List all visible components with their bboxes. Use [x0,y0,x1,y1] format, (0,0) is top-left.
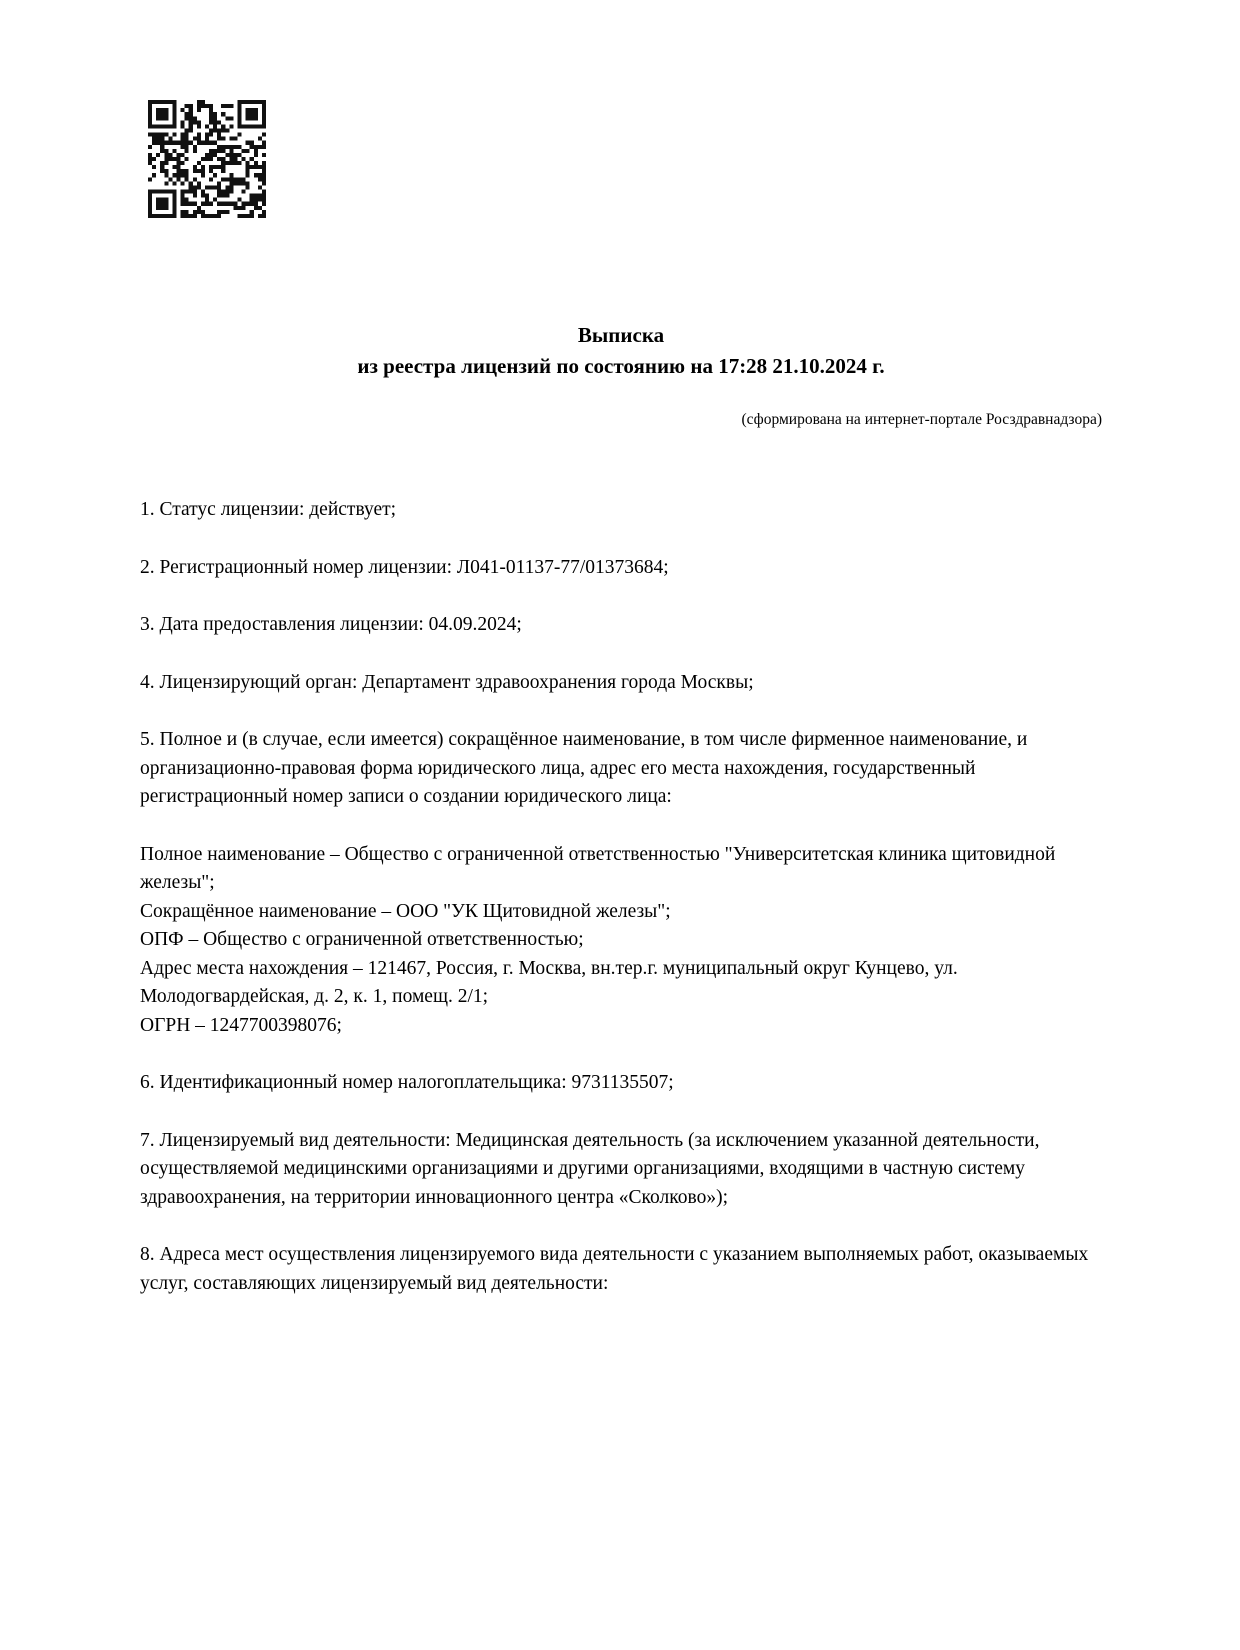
detail-full-name: Полное наименование – Общество с ограниченной ответственностью "Университетская клиника щитовидной железы"; [140,843,1056,893]
paragraph-registration-number: 2. Регистрационный номер лицензии: Л041-01137-77/01373684; [140,556,669,578]
paragraph-activity-addresses-intro: 8. Адреса мест осуществления лицензируемого вида деятельности с указанием выполняемых работ, оказываемых услуг, составляющих лицензируемый вид деятельности: [140,1244,1089,1294]
title-line-2: из реестра лицензий по состоянию на 17:28 21.10.2024 г. [357,354,885,378]
detail-address: Адрес места нахождения – 121467, Россия, г. Москва, вн.тер.г. муниципальный округ Кунцево, ул. Молодогвардейская, д. 2, к. 1, помещ. 2/1; [140,957,958,1007]
paragraph-licensed-activity: 7. Лицензируемый вид деятельности: Медицинская деятельность (за исключением указанной деятельности, осуществляемой медицинскими организациями и другими организациями, входящими в частную систему здравоохранения, на территории инновационного центра «Сколково»); [140,1129,1040,1208]
generation-note: (сформирована на интернет-портале Росздравнадзора) [741,411,1102,428]
qr-code-svg [148,100,266,218]
document-title [140,320,1102,382]
qr-code-icon [148,100,266,218]
paragraph-license-date: 3. Дата предоставления лицензии: 04.09.2024; [140,614,522,635]
detail-ogrn: ОГРН – 1247700398076; [140,1014,342,1036]
detail-legal-form: ОПФ – Общество с ограниченной ответственностью; [140,929,584,950]
paragraph-license-status: 1. Статус лицензии: действует; [140,499,397,520]
document-body [140,320,1102,1298]
detail-short-name: Сокращённое наименование – ООО "УК Щитовидной железы"; [140,900,671,922]
paragraph-inn: 6. Идентификационный номер налогоплательщика: 9731135507; [140,1072,674,1093]
title-line-1: Выписка [577,323,665,347]
paragraph-org-info-intro: 5. Полное и (в случае, если имеется) сокращённое наименование, в том числе фирменное наименование, и организационно-правовая форма юридического лица, адрес его места нахождения, государственный регистрационный номер записи о создании юридического лица: [140,729,1028,807]
paragraph-licensing-authority: 4. Лицензирующий орган: Департамент здравоохранения города Москвы; [140,671,754,693]
org-info-details [140,841,1102,1041]
